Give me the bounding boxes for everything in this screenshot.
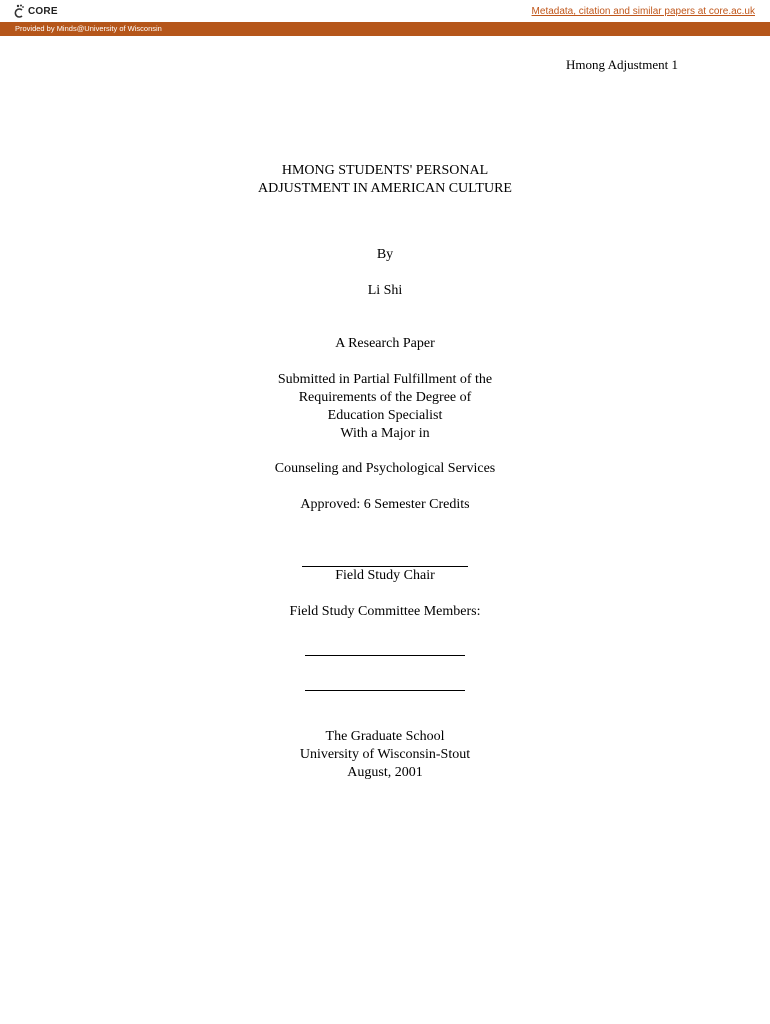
date-line: August, 2001 (347, 765, 423, 780)
committee-signature-line (305, 690, 465, 691)
core-logo[interactable] (14, 3, 58, 19)
submission-line: With a Major in (340, 426, 430, 441)
title-line: ADJUSTMENT IN AMERICAN CULTURE (258, 181, 512, 196)
submission-statement (0, 371, 770, 443)
committee-signature-line (305, 655, 465, 656)
author-name: Li Shi (367, 283, 403, 298)
core-header (0, 0, 770, 22)
core-logo-icon (14, 4, 26, 18)
provided-by-text: Provided by Minds@University of Wisconsin (15, 24, 162, 33)
running-head: Hmong Adjustment 1 (566, 57, 678, 72)
submission-line: Education Specialist (327, 408, 443, 423)
core-logo-text: CORE (28, 5, 58, 17)
metadata-link[interactable]: Metadata, citation and similar papers at core.ac.uk (531, 6, 755, 17)
approved-credits: Approved: 6 Semester Credits (300, 497, 470, 512)
school-line: The Graduate School (325, 729, 445, 744)
school-line: University of Wisconsin-Stout (299, 747, 471, 762)
document-title (0, 162, 770, 198)
committee-label: Field Study Committee Members: (289, 604, 481, 619)
major-name: Counseling and Psychological Services (274, 461, 496, 476)
school-block (0, 728, 770, 782)
submission-line: Submitted in Partial Fulfillment of the (277, 372, 493, 387)
chair-label: Field Study Chair (335, 568, 435, 583)
paper-type: A Research Paper (335, 336, 435, 351)
by-label: By (376, 247, 394, 262)
provided-by-bar (0, 22, 770, 36)
title-line: HMONG STUDENTS' PERSONAL (281, 163, 489, 178)
submission-line: Requirements of the Degree of (298, 390, 472, 405)
